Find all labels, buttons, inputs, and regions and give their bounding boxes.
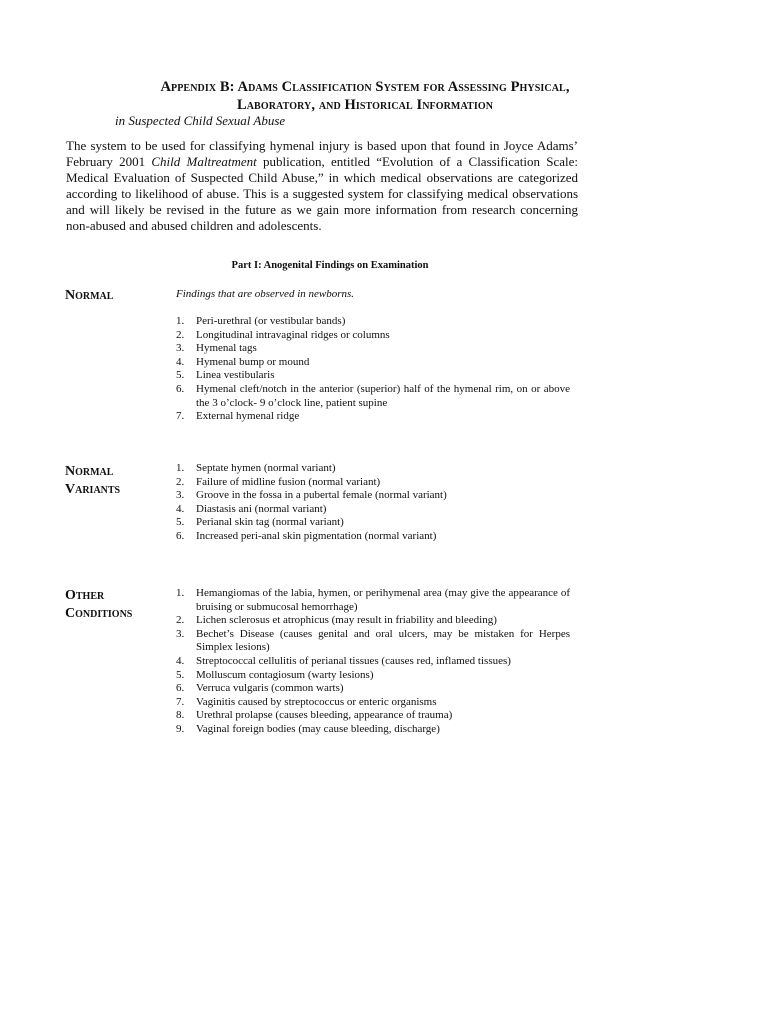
list-item [176,503,570,517]
list-item-text: Molluscum contagiosum (warty lesions) [196,668,374,681]
intro-text-end: publication, entitled “Evolution of a Classification Scale: Medical Evaluation of Suspected Child Abuse,” in which medical observations are categorized according to likelihood of abuse. This is a suggested system for classifying medical observations and will likely be revised in the future as we gain more information from research concerning non-abused and abused children and adolescents. [66,154,578,233]
list-item-text: Hemangiomas of the labia, hymen, or perihymenal area (may give the appearance of bruising or submucosal hemorrhage) [196,587,570,613]
list-item [176,476,570,490]
list-item-text: Streptococcal cellulitis of perianal tissues (causes red, inflamed tissues) [196,654,511,667]
list-item-number: 2. [176,614,185,627]
list-item-number: 4. [176,654,185,667]
list-item [176,669,570,683]
list-item-text: Linea vestibularis [196,369,275,382]
list-item-text: Verruca vulgaris (common warts) [196,682,344,695]
list-item-number: 3. [176,342,185,355]
title-line-2: Laboratory, and Historical Information [236,97,494,113]
list-item [176,655,570,669]
list-item [176,383,570,410]
list-item [176,614,570,628]
list-item-number: 5. [176,668,185,681]
list-item [176,682,570,696]
list-item-number: 6. [176,682,185,695]
list-item-text: Longitudinal intravaginal ridges or columns [196,328,390,341]
list-item-text: Groove in the fossa in a pubertal female (normal variant) [196,489,447,502]
list-item-number: 6. [176,382,185,395]
list-item-number: 1. [176,315,185,327]
list-item-number: 9. [176,722,185,735]
intro-paragraph [66,138,578,234]
section-label-line: Normal [65,464,114,479]
list-item-number: 4. [176,502,185,515]
list-item-number: 1. [176,587,185,599]
list-item-number: 2. [176,328,185,341]
list-item-text: Vaginitis caused by streptococcus or enteric organisms [196,695,437,708]
section-label-line: Conditions [65,606,133,621]
section-label-line: Normal [65,288,114,303]
list-item [176,709,570,723]
list-item-number: 4. [176,355,185,368]
list-item-number: 5. [176,516,185,529]
list-item [176,628,570,655]
list-item-number: 1. [176,462,185,474]
list-item-number: 3. [176,627,185,640]
list-item [176,356,570,370]
list-item-number: 2. [176,475,185,488]
list-item-number: 8. [176,709,185,722]
list-item-text: Urethral prolapse (causes bleeding, appearance of trauma) [196,709,453,722]
part-heading: Part I: Anogenital Findings on Examination [231,260,429,271]
title-line-1: Appendix B: Adams Classification System for Assessing Physical, [160,79,570,95]
list-item-text: Lichen sclerosus et atrophicus (may result in friability and bleeding) [196,614,497,627]
list-item-number: 3. [176,489,185,502]
list-item-text: Bechet’s Disease (causes genital and oral ulcers, may be mistaken for Herpes Simplex lesions) [196,627,570,654]
list-item-text: External hymenal ridge [196,410,300,423]
list-item-text: Hymenal bump or mound [196,355,310,368]
section-label-normal-variants [65,463,165,499]
list-item-text: Hymenal cleft/notch in the anterior (superior) half of the hymenal rim, on or above the 3 o’clock- 9 o’clock line, patient supine [196,382,570,409]
document-subtitle: in Suspected Child Sexual Abuse [115,113,286,128]
list-item [176,315,570,329]
list-item-text: Perianal skin tag (normal variant) [196,516,344,529]
list-item [176,329,570,343]
list-item [176,530,570,544]
list-item-number: 7. [176,695,185,708]
section-label-normal [65,287,165,305]
list-item [176,489,570,503]
list-item-text: Peri-urethral (or vestibular bands) [196,315,346,327]
list-item [176,516,570,530]
list-item-text: Increased peri-anal skin pigmentation (normal variant) [196,529,437,542]
intro-publication-name: Child Maltreatment [151,154,257,169]
section-label-other-conditions [65,587,165,623]
list-item [176,696,570,710]
section-note-normal: Findings that are observed in newborns. [176,288,355,300]
list-item-text: Hymenal tags [196,342,257,355]
list-item-text: Diastasis ani (normal variant) [196,502,327,515]
section-label-line: Variants [65,482,121,497]
list-item [176,342,570,356]
section-label-line: Other [65,588,105,603]
document-title [100,78,630,114]
list-item-number: 5. [176,369,185,382]
list-item [176,369,570,383]
findings-list-normal-variants [176,462,570,544]
intro-text-start: The system to be used for classifying hymenal injury is based upon that found in Joyce Adams’ February 2001 [66,138,578,169]
list-item-number: 7. [176,410,185,423]
findings-list-other-conditions [176,587,570,737]
findings-list-normal [176,315,570,424]
list-item-number: 6. [176,529,185,542]
list-item-text: Failure of midline fusion (normal variant) [196,475,381,488]
list-item [176,587,570,614]
list-item [176,410,570,424]
list-item-text: Septate hymen (normal variant) [196,462,336,474]
list-item [176,462,570,476]
list-item [176,723,570,737]
list-item-text: Vaginal foreign bodies (may cause bleeding, discharge) [196,722,440,735]
